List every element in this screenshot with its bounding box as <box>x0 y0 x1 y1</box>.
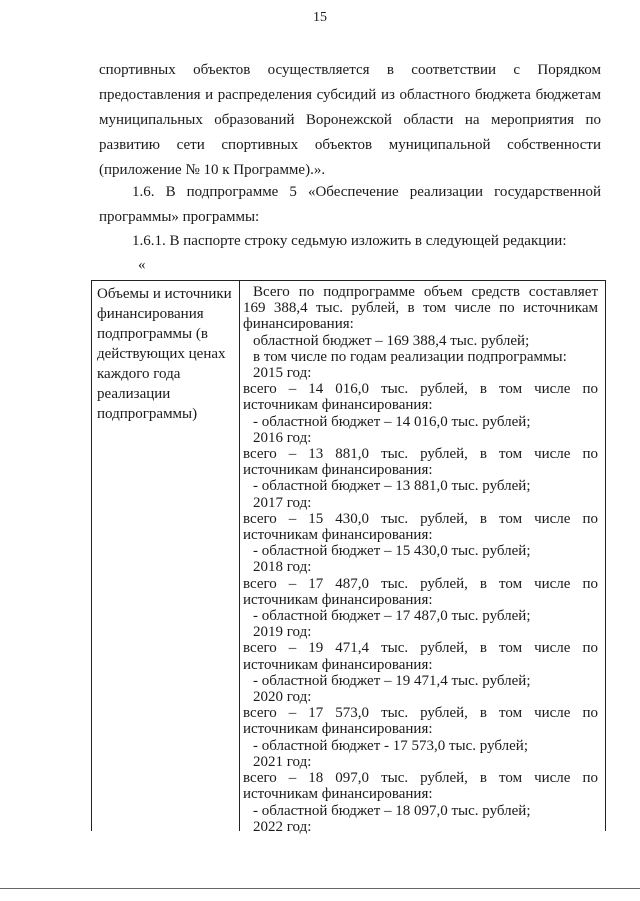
table-value-line: источникам финансирования: <box>243 786 433 803</box>
table-value-line: всего – 17 573,0 тыс. рублей, в том числе по <box>243 705 598 722</box>
table-value-line: 2016 год: <box>253 429 312 446</box>
table-value-line: источникам финансирования: <box>243 656 433 673</box>
table-value-line: всего – 15 430,0 тыс. рублей, в том числе по <box>243 510 598 527</box>
table-value-line: - областной бюджет – 17 487,0 тыс. рублей; <box>253 608 531 625</box>
table-value-line: Всего по подпрограмме объем средств составляет <box>253 284 598 300</box>
table-value-line: всего – 18 097,0 тыс. рублей, в том числе по <box>243 770 598 787</box>
table-row-header-cell: Объемы и источники финансирования подпрограммы (в действующих ценах каждого года реализации подпрограммы) <box>97 286 232 422</box>
table-value-line: - областной бюджет – 15 430,0 тыс. рублей; <box>253 543 531 560</box>
table-value-line: всего – 19 471,4 тыс. рублей, в том числе по <box>243 640 598 657</box>
footer-rule <box>0 888 640 889</box>
table-value-line: источникам финансирования: <box>243 591 433 608</box>
table-value-line: источникам финансирования: <box>243 462 433 479</box>
table-value-line: 2022 год: <box>253 818 312 835</box>
table-column-divider <box>239 281 240 831</box>
table-value-line: 2017 год: <box>253 494 312 511</box>
table-value-line: 2018 год: <box>253 559 312 576</box>
passport-table <box>91 280 606 835</box>
table-value-line: - областной бюджет – 13 881,0 тыс. рублей; <box>253 478 531 495</box>
table-value-line: источникам финансирования: <box>243 397 433 414</box>
table-value-line: всего – 13 881,0 тыс. рублей, в том числе по <box>243 446 598 463</box>
table-value-line: 2015 год: <box>253 365 312 382</box>
table-value-line: всего – 14 016,0 тыс. рублей, в том числе по <box>243 381 598 398</box>
table-value-line: 169 388,4 тыс. рублей, в том числе по источникам <box>243 300 598 317</box>
table-value-line: - областной бюджет - 17 573,0 тыс. рублей; <box>253 737 528 754</box>
table-value-line: источникам финансирования: <box>243 721 433 738</box>
table-value-line: - областной бюджет – 14 016,0 тыс. рублей; <box>253 413 531 430</box>
table-value-line: в том числе по годам реализации подпрограммы: <box>253 348 567 365</box>
page-number: 15 <box>313 10 327 25</box>
table-value-line: 2019 год: <box>253 624 312 641</box>
table-value-line: источникам финансирования: <box>243 527 433 544</box>
table-value-cell <box>243 284 598 835</box>
paragraph-sports-objects: спортивных объектов осуществляется в соответствии с Порядком предоставления и распределения субсидий из областного бюджета бюджетам муниципальных образований Воронежской области на мероприятия по развитию сети спортивных объектов муниципальной собственности (приложение № 10 к Программе).». <box>99 62 601 178</box>
paragraph-subprogram-5: 1.6. В подпрограмме 5 «Обеспечение реализации государственной программы» программы: <box>99 184 601 225</box>
table-value-line: 2020 год: <box>253 689 312 706</box>
table-value-line: всего – 17 487,0 тыс. рублей, в том числе по <box>243 575 598 592</box>
table-value-line: - областной бюджет – 18 097,0 тыс. рублей; <box>253 802 531 819</box>
opening-quote-mark: « <box>138 257 146 273</box>
table-value-line: 2021 год: <box>253 753 312 770</box>
table-value-line: областной бюджет – 169 388,4 тыс. рублей; <box>253 332 530 349</box>
table-value-line: финансирования: <box>243 316 354 333</box>
paragraph-passport-row: 1.6.1. В паспорте строку седьмую изложить в следующей редакции: <box>132 233 567 249</box>
table-value-line: - областной бюджет – 19 471,4 тыс. рублей; <box>253 672 531 689</box>
